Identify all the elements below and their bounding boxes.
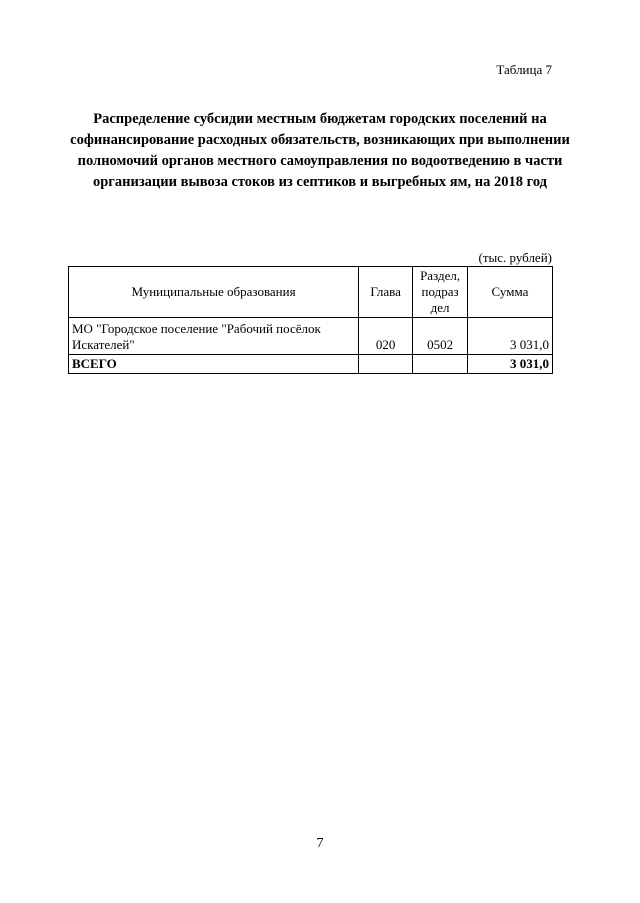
header-section: Раздел, подраз дел — [413, 267, 468, 318]
units-note: (тыс. рублей) — [478, 250, 552, 265]
total-chapter — [359, 355, 413, 374]
cell-section: 0502 — [413, 318, 468, 355]
table-header-row — [69, 267, 553, 318]
header-sum: Сумма — [467, 267, 552, 318]
cell-chapter: 020 — [359, 318, 413, 355]
subsidy-table — [68, 266, 553, 374]
total-section — [413, 355, 468, 374]
cell-sum: 3 031,0 — [467, 318, 552, 355]
total-sum: 3 031,0 — [467, 355, 552, 374]
total-row — [69, 355, 553, 374]
table-row — [69, 318, 553, 355]
header-municipality: Муниципальные образования — [69, 267, 359, 318]
table-label: Таблица 7 — [496, 62, 552, 77]
document-title: Распределение субсидии местным бюджетам городских поселений на софинансирование расходных обязательств, возникающих при выполнении полномочий органов местного самоуправления по водоотведению в части организации вывоза стоков из септиков и выгребных ям, на 2018 год — [70, 111, 570, 190]
header-chapter: Глава — [359, 267, 413, 318]
page-number: 7 — [316, 836, 324, 851]
cell-municipality: МО "Городское поселение "Рабочий посёлок Искателей" — [69, 318, 359, 355]
total-label: ВСЕГО — [69, 355, 359, 374]
